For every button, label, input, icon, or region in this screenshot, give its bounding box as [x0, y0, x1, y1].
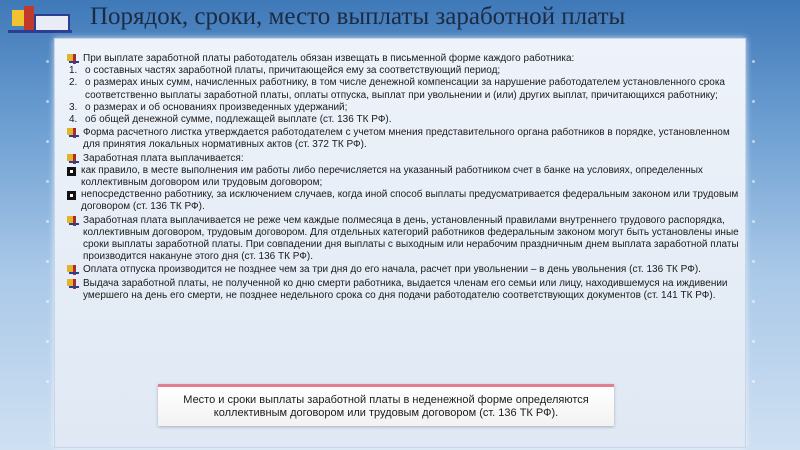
list-item: 2. о размерах иных сумм, начисленных работнику, в том числе денежной компенсации за нарушение работодателем установленного срока соответственно выплаты заработной платы, оплаты отпуска, выплат при увольнении и (или) других выплат, причитающихся работнику; [69, 77, 725, 101]
list-item: как правило, в месте выполнения им работы либо перечисляется на указанный работником счет в банке на условиях, определенных коллективным договором или трудовым договором; [67, 165, 739, 189]
square-bullet-icon [67, 167, 76, 176]
bullet-flag-icon [67, 265, 79, 275]
content-text [67, 53, 739, 302]
list-item: 1. о составных частях заработной платы, причитающейся ему за соответствующий период; [69, 65, 501, 77]
death-paragraph: Выдача заработной платы, не полученной ко дню смерти работника, выдается членам его семьи или лицу, находившемуся на иждивении умершего на день его смерти, не позднее недельного срока со дня подачи работодателю соответствующих документов (ст. 141 ТК РФ). [67, 278, 739, 302]
list-item: непосредственно работнику, за исключением случаев, когда иной способ выплаты предусматривается федеральным законом или трудовым договором (ст. 136 ТК РФ). [67, 189, 739, 213]
list-item: 4. об общей денежной сумме, подлежащей выплате (ст. 136 ТК РФ). [69, 114, 392, 126]
paid-title-paragraph: Заработная плата выплачивается: [67, 153, 739, 165]
bullet-flag-icon [67, 128, 79, 138]
bullet-flag-icon [67, 279, 79, 289]
decorative-dots-right [750, 0, 758, 450]
logo-icon [8, 4, 72, 34]
page-title: Порядок, сроки, место выплаты заработной платы [90, 3, 626, 30]
bullet-flag-icon [67, 154, 79, 164]
decorative-dots-left [44, 0, 52, 450]
period-paragraph: Заработная плата выплачивается не реже чем каждые полмесяца в день, установленный правилами внутреннего трудового распорядка, коллективным договором, трудовым договором. Для отдельных категорий работников федеральным законом могут быть установлены иные сроки выплаты заработной платы. При совпадении дня выплаты с выходным или нерабочим праздничным днем выплата заработной платы производится накануне этого дня (ст. 136 ТК РФ). [67, 215, 739, 264]
form-paragraph: Форма расчетного листка утверждается работодателем с учетом мнения представительного органа работников в порядке, установленном для принятия локальных нормативных актов (ст. 372 ТК РФ). [67, 127, 739, 151]
note-box: Место и сроки выплаты заработной платы в неденежной форме определяются коллективным договором или трудовым договором (ст. 136 ТК РФ). [158, 384, 614, 426]
vacation-paragraph: Оплата отпуска производится не позднее чем за три дня до его начала, расчет при увольнении – в день увольнения (ст. 136 ТК РФ). [67, 264, 739, 276]
intro-paragraph: При выплате заработной платы работодатель обязан извещать в письменной форме каждого работника: [67, 53, 739, 65]
list-item: 3. о размерах и об основаниях произведенных удержаний; [69, 101, 348, 113]
square-bullet-icon [67, 191, 76, 200]
bullet-flag-icon [67, 216, 79, 226]
bullet-flag-icon [67, 54, 79, 64]
